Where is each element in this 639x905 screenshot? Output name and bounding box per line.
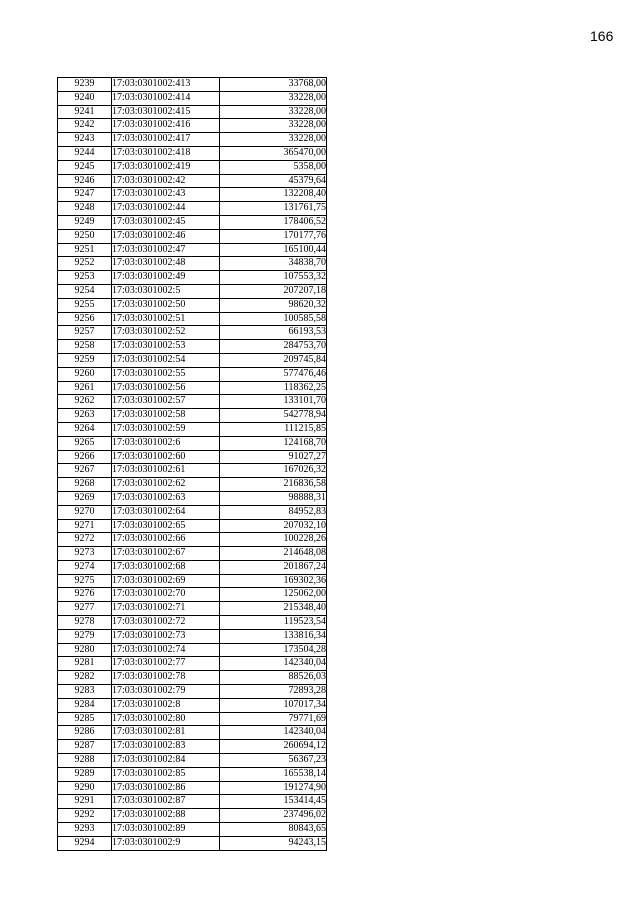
- table-row: [58, 464, 327, 478]
- cadastral-value-cell: 79771,69: [220, 712, 327, 726]
- row-number-cell: 9247: [58, 188, 112, 202]
- cadastral-number-cell: 17:03:0301002:65: [112, 519, 220, 533]
- table-row: [58, 726, 327, 740]
- cadastral-number-cell: 17:03:0301002:68: [112, 560, 220, 574]
- row-number-cell: 9242: [58, 119, 112, 133]
- table-row: [58, 533, 327, 547]
- row-number-cell: 9275: [58, 574, 112, 588]
- cadastral-value-cell: 34838,70: [220, 257, 327, 271]
- cadastral-number-cell: 17:03:0301002:56: [112, 381, 220, 395]
- cadastral-number-cell: 17:03:0301002:81: [112, 726, 220, 740]
- cadastral-number-cell: 17:03:0301002:416: [112, 119, 220, 133]
- table-row: [58, 436, 327, 450]
- row-number-cell: 9240: [58, 91, 112, 105]
- table-row: [58, 160, 327, 174]
- row-number-cell: 9284: [58, 698, 112, 712]
- table-row: [58, 795, 327, 809]
- cadastral-value-cell: 170177,76: [220, 229, 327, 243]
- cadastral-number-cell: 17:03:0301002:62: [112, 478, 220, 492]
- cadastral-value-cell: 119523,54: [220, 616, 327, 630]
- cadastral-value-cell: 365470,00: [220, 146, 327, 160]
- row-number-cell: 9260: [58, 367, 112, 381]
- row-number-cell: 9241: [58, 105, 112, 119]
- row-number-cell: 9239: [58, 78, 112, 92]
- cadastral-value-cell: 215348,40: [220, 602, 327, 616]
- cadastral-value-cell: 94243,15: [220, 836, 327, 850]
- table-row: [58, 91, 327, 105]
- table-row: [58, 312, 327, 326]
- cadastral-value-cell: 124168,70: [220, 436, 327, 450]
- cadastral-number-cell: 17:03:0301002:46: [112, 229, 220, 243]
- cadastral-value-cell: 131761,75: [220, 202, 327, 216]
- cadastral-value-cell: 33228,00: [220, 119, 327, 133]
- cadastral-number-cell: 17:03:0301002:51: [112, 312, 220, 326]
- cadastral-value-cell: 133816,34: [220, 629, 327, 643]
- row-number-cell: 9276: [58, 588, 112, 602]
- cadastral-number-cell: 17:03:0301002:64: [112, 505, 220, 519]
- cadastral-value-cell: 118362,25: [220, 381, 327, 395]
- row-number-cell: 9259: [58, 353, 112, 367]
- cadastral-value-cell: 80843,65: [220, 823, 327, 837]
- row-number-cell: 9262: [58, 395, 112, 409]
- cadastral-value-cell: 237496,02: [220, 809, 327, 823]
- cadastral-number-cell: 17:03:0301002:86: [112, 781, 220, 795]
- cadastral-value-cell: 178406,52: [220, 215, 327, 229]
- table-row: [58, 574, 327, 588]
- row-number-cell: 9264: [58, 422, 112, 436]
- table-row: [58, 712, 327, 726]
- cadastral-number-cell: 17:03:0301002:9: [112, 836, 220, 850]
- cadastral-number-cell: 17:03:0301002:419: [112, 160, 220, 174]
- row-number-cell: 9273: [58, 547, 112, 561]
- cadastral-value-table: [57, 77, 327, 851]
- cadastral-value-cell: 142340,04: [220, 657, 327, 671]
- cadastral-number-cell: 17:03:0301002:5: [112, 284, 220, 298]
- cadastral-value-cell: 142340,04: [220, 726, 327, 740]
- table-row: [58, 505, 327, 519]
- row-number-cell: 9282: [58, 671, 112, 685]
- row-number-cell: 9265: [58, 436, 112, 450]
- cadastral-number-cell: 17:03:0301002:89: [112, 823, 220, 837]
- cadastral-value-cell: 542778,94: [220, 409, 327, 423]
- cadastral-number-cell: 17:03:0301002:53: [112, 340, 220, 354]
- cadastral-number-cell: 17:03:0301002:74: [112, 643, 220, 657]
- table-row: [58, 740, 327, 754]
- table-row: [58, 381, 327, 395]
- cadastral-number-cell: 17:03:0301002:77: [112, 657, 220, 671]
- cadastral-value-cell: 107017,34: [220, 698, 327, 712]
- table-row: [58, 243, 327, 257]
- cadastral-number-cell: 17:03:0301002:79: [112, 685, 220, 699]
- cadastral-value-cell: 165100,44: [220, 243, 327, 257]
- table-row: [58, 202, 327, 216]
- cadastral-number-cell: 17:03:0301002:414: [112, 91, 220, 105]
- row-number-cell: 9255: [58, 298, 112, 312]
- row-number-cell: 9268: [58, 478, 112, 492]
- row-number-cell: 9271: [58, 519, 112, 533]
- row-number-cell: 9270: [58, 505, 112, 519]
- cadastral-value-cell: 98888,31: [220, 491, 327, 505]
- cadastral-value-cell: 98620,32: [220, 298, 327, 312]
- cadastral-value-cell: 66193,53: [220, 326, 327, 340]
- cadastral-value-cell: 88526,03: [220, 671, 327, 685]
- row-number-cell: 9249: [58, 215, 112, 229]
- table-row: [58, 119, 327, 133]
- cadastral-number-cell: 17:03:0301002:417: [112, 133, 220, 147]
- row-number-cell: 9290: [58, 781, 112, 795]
- table-row: [58, 215, 327, 229]
- table-row: [58, 188, 327, 202]
- cadastral-number-cell: 17:03:0301002:413: [112, 78, 220, 92]
- table-row: [58, 257, 327, 271]
- row-number-cell: 9287: [58, 740, 112, 754]
- table-row: [58, 78, 327, 92]
- row-number-cell: 9289: [58, 767, 112, 781]
- cadastral-number-cell: 17:03:0301002:59: [112, 422, 220, 436]
- cadastral-value-cell: 214648,08: [220, 547, 327, 561]
- cadastral-number-cell: 17:03:0301002:85: [112, 767, 220, 781]
- cadastral-number-cell: 17:03:0301002:42: [112, 174, 220, 188]
- row-number-cell: 9288: [58, 754, 112, 768]
- table-row: [58, 629, 327, 643]
- table-row: [58, 809, 327, 823]
- cadastral-number-cell: 17:03:0301002:48: [112, 257, 220, 271]
- cadastral-value-cell: 56367,23: [220, 754, 327, 768]
- cadastral-value-cell: 577476,46: [220, 367, 327, 381]
- table-row: [58, 146, 327, 160]
- cadastral-number-cell: 17:03:0301002:63: [112, 491, 220, 505]
- row-number-cell: 9246: [58, 174, 112, 188]
- cadastral-number-cell: 17:03:0301002:47: [112, 243, 220, 257]
- cadastral-number-cell: 17:03:0301002:67: [112, 547, 220, 561]
- cadastral-number-cell: 17:03:0301002:60: [112, 450, 220, 464]
- table-row: [58, 767, 327, 781]
- row-number-cell: 9293: [58, 823, 112, 837]
- cadastral-value-cell: 132208,40: [220, 188, 327, 202]
- table-row: [58, 478, 327, 492]
- row-number-cell: 9245: [58, 160, 112, 174]
- cadastral-value-cell: 100228,26: [220, 533, 327, 547]
- table-row: [58, 616, 327, 630]
- cadastral-number-cell: 17:03:0301002:45: [112, 215, 220, 229]
- row-number-cell: 9248: [58, 202, 112, 216]
- table-row: [58, 547, 327, 561]
- cadastral-value-cell: 5358,00: [220, 160, 327, 174]
- cadastral-number-cell: 17:03:0301002:57: [112, 395, 220, 409]
- row-number-cell: 9256: [58, 312, 112, 326]
- table-row: [58, 588, 327, 602]
- cadastral-value-cell: 169302,36: [220, 574, 327, 588]
- row-number-cell: 9269: [58, 491, 112, 505]
- table-row: [58, 229, 327, 243]
- cadastral-number-cell: 17:03:0301002:72: [112, 616, 220, 630]
- table-row: [58, 685, 327, 699]
- cadastral-value-cell: 207032,10: [220, 519, 327, 533]
- cadastral-value-cell: 153414,45: [220, 795, 327, 809]
- row-number-cell: 9278: [58, 616, 112, 630]
- table-row: [58, 298, 327, 312]
- cadastral-value-cell: 201867,24: [220, 560, 327, 574]
- cadastral-value-cell: 72893,28: [220, 685, 327, 699]
- cadastral-value-cell: 165538,14: [220, 767, 327, 781]
- row-number-cell: 9258: [58, 340, 112, 354]
- cadastral-number-cell: 17:03:0301002:69: [112, 574, 220, 588]
- cadastral-number-cell: 17:03:0301002:88: [112, 809, 220, 823]
- table-row: [58, 781, 327, 795]
- cadastral-value-cell: 107553,32: [220, 271, 327, 285]
- cadastral-number-cell: 17:03:0301002:80: [112, 712, 220, 726]
- cadastral-value-cell: 33228,00: [220, 133, 327, 147]
- row-number-cell: 9291: [58, 795, 112, 809]
- table-row: [58, 174, 327, 188]
- table-row: [58, 754, 327, 768]
- row-number-cell: 9280: [58, 643, 112, 657]
- row-number-cell: 9272: [58, 533, 112, 547]
- row-number-cell: 9244: [58, 146, 112, 160]
- cadastral-value-cell: 260694,12: [220, 740, 327, 754]
- row-number-cell: 9267: [58, 464, 112, 478]
- cadastral-number-cell: 17:03:0301002:44: [112, 202, 220, 216]
- cadastral-value-cell: 100585,58: [220, 312, 327, 326]
- cadastral-number-cell: 17:03:0301002:415: [112, 105, 220, 119]
- table-row: [58, 105, 327, 119]
- table-row: [58, 353, 327, 367]
- table-row: [58, 519, 327, 533]
- cadastral-number-cell: 17:03:0301002:84: [112, 754, 220, 768]
- cadastral-number-cell: 17:03:0301002:73: [112, 629, 220, 643]
- cadastral-number-cell: 17:03:0301002:71: [112, 602, 220, 616]
- cadastral-number-cell: 17:03:0301002:58: [112, 409, 220, 423]
- row-number-cell: 9243: [58, 133, 112, 147]
- cadastral-value-cell: 207207,18: [220, 284, 327, 298]
- table-row: [58, 560, 327, 574]
- cadastral-number-cell: 17:03:0301002:78: [112, 671, 220, 685]
- row-number-cell: 9257: [58, 326, 112, 340]
- row-number-cell: 9283: [58, 685, 112, 699]
- cadastral-value-cell: 191274,90: [220, 781, 327, 795]
- cadastral-value-cell: 209745,84: [220, 353, 327, 367]
- cadastral-number-cell: 17:03:0301002:43: [112, 188, 220, 202]
- table-row: [58, 657, 327, 671]
- row-number-cell: 9274: [58, 560, 112, 574]
- row-number-cell: 9261: [58, 381, 112, 395]
- row-number-cell: 9251: [58, 243, 112, 257]
- row-number-cell: 9285: [58, 712, 112, 726]
- table-row: [58, 836, 327, 850]
- table-row: [58, 367, 327, 381]
- table-row: [58, 409, 327, 423]
- cadastral-value-cell: 173504,28: [220, 643, 327, 657]
- table-row: [58, 643, 327, 657]
- table-row: [58, 395, 327, 409]
- cadastral-number-cell: 17:03:0301002:52: [112, 326, 220, 340]
- row-number-cell: 9266: [58, 450, 112, 464]
- cadastral-value-cell: 91027,27: [220, 450, 327, 464]
- table-row: [58, 602, 327, 616]
- row-number-cell: 9277: [58, 602, 112, 616]
- cadastral-value-cell: 84952,83: [220, 505, 327, 519]
- cadastral-value-cell: 33228,00: [220, 105, 327, 119]
- table-row: [58, 422, 327, 436]
- table-row: [58, 340, 327, 354]
- cadastral-number-cell: 17:03:0301002:55: [112, 367, 220, 381]
- row-number-cell: 9292: [58, 809, 112, 823]
- cadastral-number-cell: 17:03:0301002:418: [112, 146, 220, 160]
- row-number-cell: 9253: [58, 271, 112, 285]
- cadastral-number-cell: 17:03:0301002:83: [112, 740, 220, 754]
- cadastral-number-cell: 17:03:0301002:6: [112, 436, 220, 450]
- cadastral-number-cell: 17:03:0301002:61: [112, 464, 220, 478]
- cadastral-number-cell: 17:03:0301002:70: [112, 588, 220, 602]
- cadastral-number-cell: 17:03:0301002:66: [112, 533, 220, 547]
- cadastral-number-cell: 17:03:0301002:50: [112, 298, 220, 312]
- table-row: [58, 823, 327, 837]
- table-row: [58, 271, 327, 285]
- cadastral-value-cell: 45379,64: [220, 174, 327, 188]
- table-row: [58, 671, 327, 685]
- cadastral-value-cell: 125062,00: [220, 588, 327, 602]
- row-number-cell: 9294: [58, 836, 112, 850]
- cadastral-value-cell: 33228,00: [220, 91, 327, 105]
- table-body: [58, 78, 327, 851]
- row-number-cell: 9254: [58, 284, 112, 298]
- cadastral-value-cell: 167026,32: [220, 464, 327, 478]
- row-number-cell: 9286: [58, 726, 112, 740]
- cadastral-value-cell: 133101,70: [220, 395, 327, 409]
- cadastral-number-cell: 17:03:0301002:49: [112, 271, 220, 285]
- page-number: 166: [590, 28, 614, 44]
- row-number-cell: 9252: [58, 257, 112, 271]
- table-row: [58, 133, 327, 147]
- cadastral-value-cell: 33768,00: [220, 78, 327, 92]
- cadastral-value-cell: 111215,85: [220, 422, 327, 436]
- table-row: [58, 326, 327, 340]
- row-number-cell: 9263: [58, 409, 112, 423]
- cadastral-number-cell: 17:03:0301002:87: [112, 795, 220, 809]
- cadastral-value-cell: 284753,70: [220, 340, 327, 354]
- table-row: [58, 491, 327, 505]
- row-number-cell: 9250: [58, 229, 112, 243]
- table-row: [58, 698, 327, 712]
- cadastral-number-cell: 17:03:0301002:54: [112, 353, 220, 367]
- table-row: [58, 284, 327, 298]
- table-row: [58, 450, 327, 464]
- row-number-cell: 9281: [58, 657, 112, 671]
- cadastral-value-cell: 216836,58: [220, 478, 327, 492]
- cadastral-number-cell: 17:03:0301002:8: [112, 698, 220, 712]
- row-number-cell: 9279: [58, 629, 112, 643]
